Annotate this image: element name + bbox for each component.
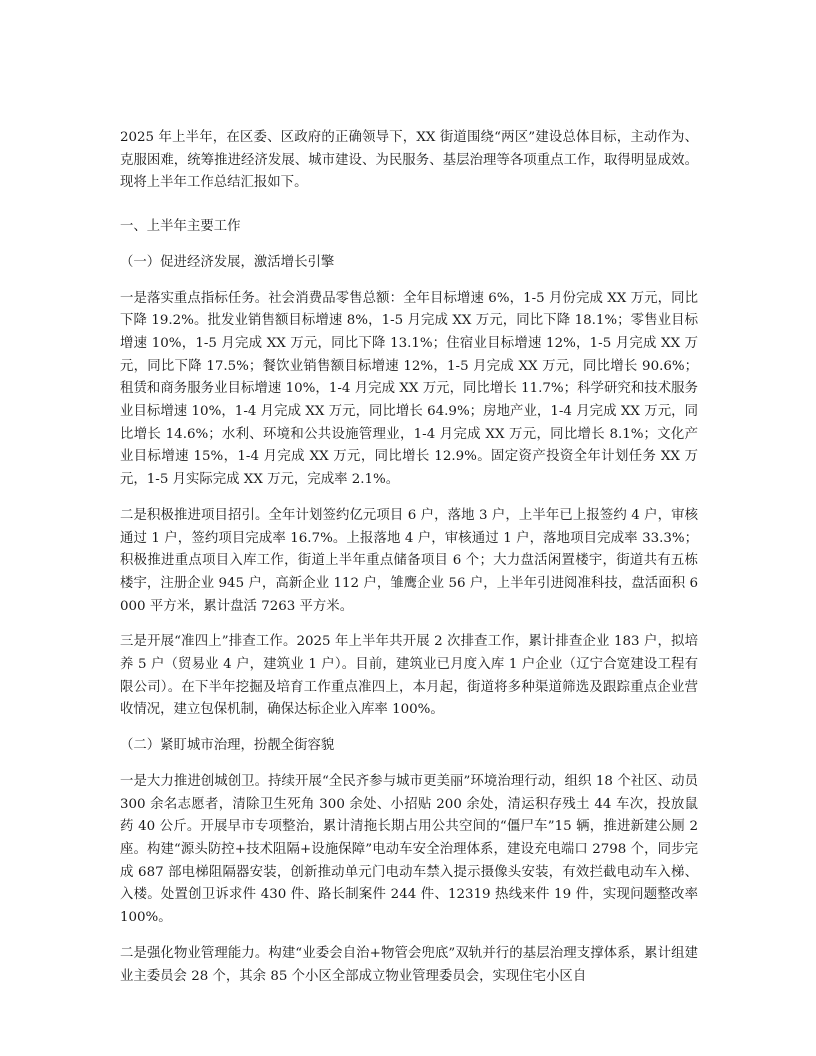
paragraph-project-attraction: 二是积极推进项目招引。全年计划签约亿元项目 6 户，落地 3 户，上半年已上报签约 4 户，审核通过 1 户，签约项目完成率 16.7%。上报落地 4 户，审核通过 1 户，落地项目完成率 33.3%；积极推进重点项目入库工作，街道上半年重点储备项目 6 个；大力盘活闲置楼宇，街道共有五栋楼宇，注册企业 945 户，高新企业 112 户，雏鹰企业 56 户，上半年引进阅准科技，盘活面积 6000 平方米，累计盘活 7263 平方米。 (120, 507, 698, 614)
paragraph-enterprise-screening: 三是开展“准四上”排查工作。2025 年上半年共开展 2 次排查工作，累计排查企业 183 户，拟培养 5 户（贸易业 4 户，建筑业 1 户）。目前，建筑业已月度入库 1 户企业（辽宁合宽建设工程有限公司）。在下半年挖掘及培育工作重点准四上，本月起，街道将多种渠道筛选及跟踪重点企业营收情况，建立包保机制，确保达标企业入库率 100%。 (120, 634, 698, 718)
paragraph-property-management: 二是强化物业管理能力。构建“业委会自治+物管会兜底”双轨并行的基层治理支撑体系，累计组建业主委员会 28 个，其余 85 个小区全部成立物业管理委员会，实现住宅小区自 (120, 945, 698, 984)
paragraph-civilized-city: 一是大力推进创城创卫。持续开展“全民齐参与城市更美丽”环境治理行动，组织 18 个社区、动员 300 余名志愿者，清除卫生死角 300 余处、小招贴 200 余处，清运积存残土 44 车次，投放鼠药 40 公斤。开展早市专项整治，累计清拖长期占用公共空间的“僵尸车”15 辆，推进新建公厕 2 座。构建“源头防控+技术阻隔+设施保障”电动车安全治理体系，建设充电端口 2798 个，同步完成 687 部电梯阻隔器安装，创新推动单元门电动车禁入提示摄像头安装，有效拦截电动车入梯、入楼。处置创卫诉求件 430 件、路长制案件 244 件、12319 热线来件 19 件，实现问题整改率 100%。 (120, 773, 698, 926)
paragraph-key-indicators: 一是落实重点指标任务。社会消费品零售总额：全年目标增速 6%，1-5 月份完成 XX 万元，同比下降 19.2%。批发业销售额目标增速 8%，1-5 月完成 XX 万元，同比下降 18.1%；零售业目标增速 10%，1-5 月完成 XX 万元，同比下降 13.1%；住宿业目标增速 12%，1-5 月完成 XX 万元，同比下降 17.5%；餐饮业销售额目标增速 12%，1-5 月完成 XX 万元，同比增长 90.6%；租赁和商务服务业目标增速 10%，1-4 月完成 XX 万元，同比增长 11.7%；科学研究和技术服务业目标增速 10%，1-4 月完成 XX 万元，同比增长 64.9%；房地产业，1-4 月完成 XX 万元，同比增长 14.6%；水利、环境和公共设施管理业，1-4 月完成 XX 万元，同比增长 8.1%；文化产业目标增速 15%，1-4 月完成 XX 万元，同比增长 12.9%。固定资产投资全年计划任务 XX 万元，1-5 月实际完成 XX 万元，完成率 2.1%。 (120, 290, 698, 488)
intro-paragraph: 2025 年上半年，在区委、区政府的正确领导下，XX 街道围绕“两区”建设总体目标，主动作为、克服困难，统筹推进经济发展、城市建设、为民服务、基层治理等各项重点工作，取得明显成效。现将上半年工作总结汇报如下。 (120, 130, 698, 191)
subsection-heading-urban-governance: （二）紧盯城市治理，扮靓全街容貌 (120, 738, 335, 754)
section-heading-main-work: 一、上半年主要工作 (120, 219, 241, 235)
subsection-heading-economy: （一）促进经济发展，激活增长引擎 (120, 254, 335, 270)
document-page (120, 127, 698, 988)
